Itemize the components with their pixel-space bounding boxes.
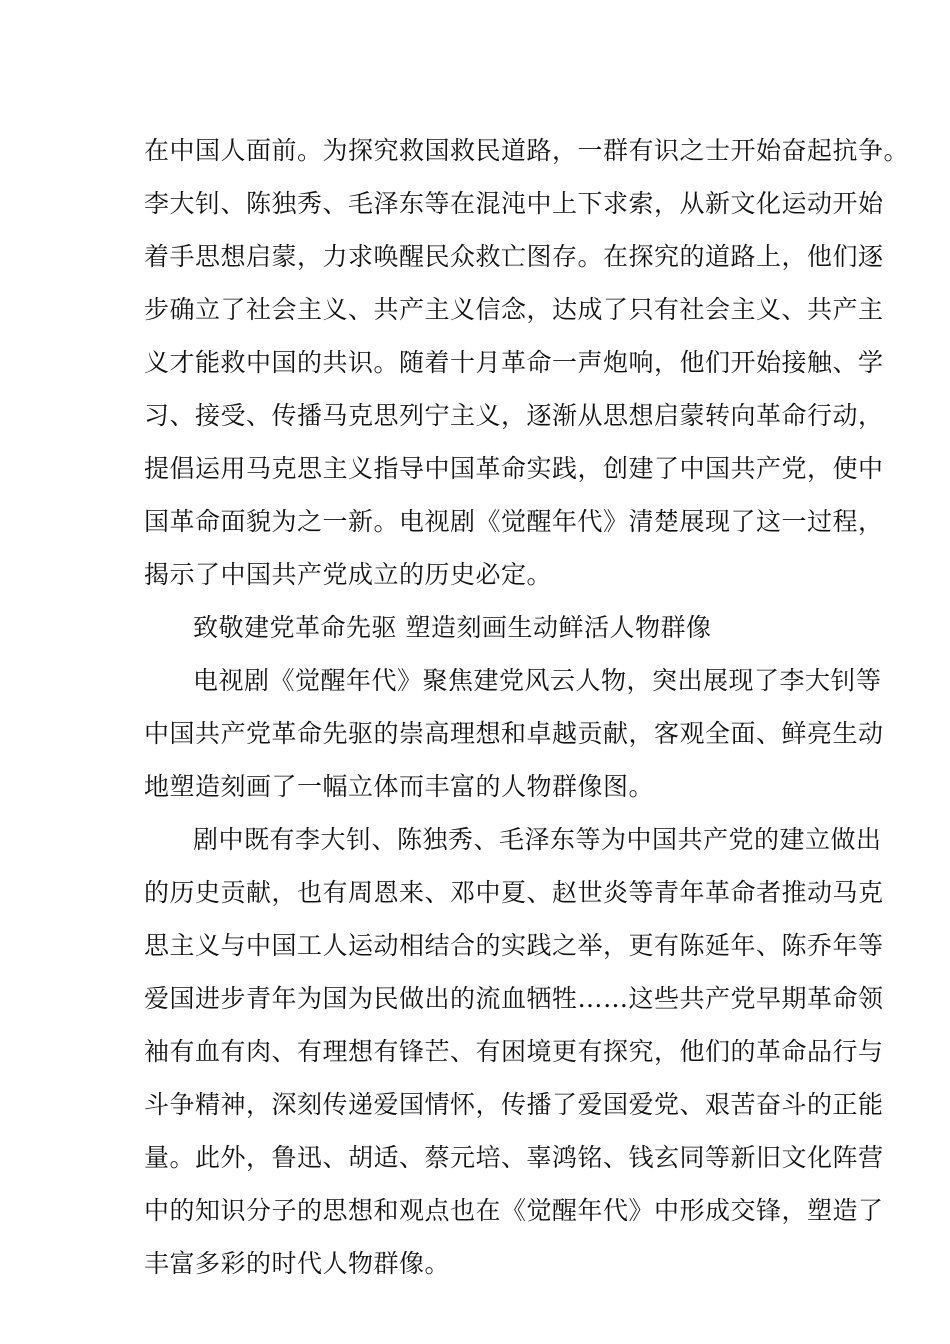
- text-line: 的历史贡献，也有周恩来、邓中夏、赵世炎等青年革命者推动马克: [144, 878, 884, 907]
- text-line: 丰富多彩的时代人物群像。: [144, 1249, 451, 1278]
- text-line: 着手思想启蒙，力求唤醒民众救亡图存。在探究的道路上，他们逐: [144, 242, 884, 271]
- text-line: 思主义与中国工人运动相结合的实践之举，更有陈延年、陈乔年等: [144, 931, 884, 960]
- text-line: 量。此外，鲁迅、胡适、蔡元培、辜鸿铭、钱玄同等新旧文化阵营: [144, 1143, 884, 1172]
- text-line: 揭示了中国共产党成立的历史必定。: [144, 560, 553, 589]
- text-line: 剧中既有李大钊、陈独秀、毛泽东等为中国共产党的建立做出: [193, 825, 882, 854]
- paragraph-3: [144, 813, 884, 1290]
- text-line: 习、接受、传播马克思列宁主义，逐渐从思想启蒙转向革命行动，: [144, 401, 884, 430]
- paragraph-2: [144, 654, 884, 813]
- text-line: 斗争精神，深刻传递爱国情怀，传播了爱国爱党、艰苦奋斗的正能: [144, 1090, 884, 1119]
- text-line: 提倡运用马克思主义指导中国革命实践，创建了中国共产党，使中: [144, 454, 884, 483]
- text-line: 袖有血有肉、有理想有锋芒、有困境更有探究，他们的革命品行与: [144, 1037, 884, 1066]
- text-line: 地塑造刻画了一幅立体而丰富的人物群像图。: [144, 772, 655, 801]
- text-line: 李大钊、陈独秀、毛泽东等在混沌中上下求索，从新文化运动开始: [144, 189, 884, 218]
- section-heading: [144, 601, 824, 654]
- text-line: 中的知识分子的思想和观点也在《觉醒年代》中形成交锋，塑造了: [144, 1196, 884, 1225]
- text-line: 中国共产党革命先驱的崇高理想和卓越贡献，客观全面、鲜亮生动: [144, 719, 884, 748]
- text-line: 电视剧《觉醒年代》聚焦建党风云人物，突出展现了李大钊等: [193, 666, 882, 695]
- text-line: 爱国进步青年为国为民做出的流血牺牲……这些共产党早期革命领: [144, 984, 884, 1013]
- text-line: 国革命面貌为之一新。电视剧《觉醒年代》清楚展现了这一过程，: [144, 507, 884, 536]
- document-body: [144, 124, 910, 1290]
- text-line: 在中国人面前。为探究救国救民道路，一群有识之士开始奋起抗争。: [144, 136, 910, 165]
- text-line: 步确立了社会主义、共产主义信念，达成了只有社会主义、共产主: [144, 295, 884, 324]
- paragraph-intro-continuation: [144, 124, 910, 601]
- section-heading-text: 致敬建党革命先驱 塑造刻画生动鲜活人物群像: [193, 613, 712, 642]
- text-line: 义才能救中国的共识。随着十月革命一声炮响，他们开始接触、学: [144, 348, 884, 377]
